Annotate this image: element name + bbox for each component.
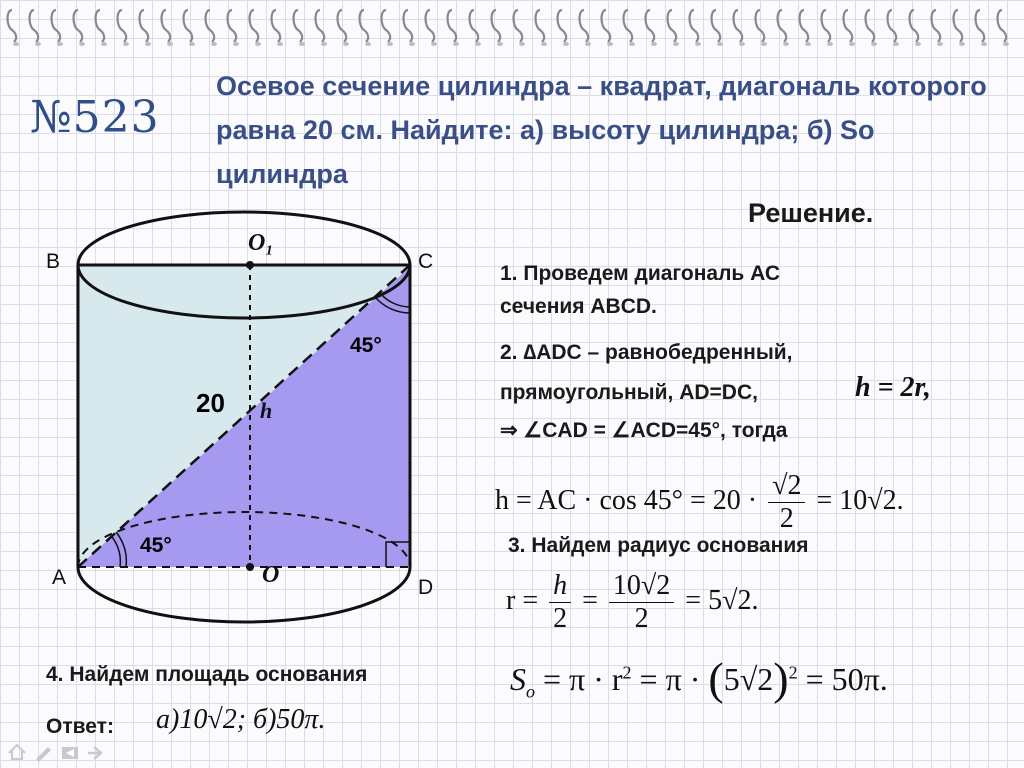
ring-hole [783, 42, 789, 46]
spiral-ring [404, 10, 413, 42]
ring-hole [123, 42, 129, 46]
solution-heading: Решение. [748, 198, 874, 228]
label-o1: O₁ [248, 230, 274, 256]
formula-r-eq: = [582, 584, 598, 616]
spiral-ring [866, 10, 875, 42]
spiral-ring [822, 10, 831, 42]
step-1-line-1: 1. Проведем диагональ АС [500, 262, 780, 285]
problem-number: №523 [30, 92, 160, 143]
ring-hole [915, 42, 921, 46]
ring-hole [695, 42, 701, 46]
formula-r-f2-num: 10√2 [609, 570, 674, 603]
label-b: B [46, 250, 61, 273]
label-c: C [418, 250, 434, 273]
ring-hole [607, 42, 613, 46]
pen-icon[interactable] [36, 747, 51, 762]
formula-r-rhs: = 5√2. [685, 584, 759, 616]
spiral-ring [580, 10, 589, 42]
ring-hole [145, 42, 151, 46]
formula-s-pow: 2 [622, 662, 632, 683]
ring-hole [211, 42, 217, 46]
spiral-ring [756, 10, 765, 42]
ring-hole [827, 42, 833, 46]
formula-r-f2-den: 2 [634, 603, 649, 634]
back-icon[interactable] [62, 747, 78, 759]
spiral-ring [976, 10, 985, 42]
problem-title: Осевое сечение цилиндра – квадрат, диагональ которого равна 20 см. Найдите: а) высоту цилиндра; б) Sо цилиндра [216, 71, 987, 189]
formula-h-den: 2 [779, 503, 794, 534]
ring-hole [475, 42, 481, 46]
ring-hole [35, 42, 41, 46]
spiral-ring [74, 10, 83, 42]
label-o: O [262, 562, 280, 588]
label-angle-bottom: 45° [140, 534, 172, 557]
spiral-ring [602, 10, 611, 42]
spiral-ring [52, 10, 61, 42]
ring-hole [79, 42, 85, 46]
formula-s-body: = π · r [543, 661, 623, 697]
spiral-ring [646, 10, 655, 42]
ring-hole [343, 42, 349, 46]
spiral-ring [316, 10, 325, 42]
answer-label: Ответ: [46, 715, 114, 738]
spiral-ring [998, 10, 1007, 42]
formula-r-lhs: r = [506, 584, 539, 616]
formula-s-sub: o [526, 681, 535, 702]
spiral-ring [140, 10, 149, 42]
ring-hole [563, 42, 569, 46]
spiral-ring [536, 10, 545, 42]
label-h: h [260, 398, 273, 423]
spiral-ring [162, 10, 171, 42]
formula-r-f1-den: 2 [553, 603, 568, 634]
spiral-ring [800, 10, 809, 42]
ring-hole [321, 42, 327, 46]
ring-hole [739, 42, 745, 46]
spiral-ring [734, 10, 743, 42]
answer-value: а)10√2; б)50π. [156, 704, 326, 735]
ring-hole [893, 42, 899, 46]
ring-hole [101, 42, 107, 46]
spiral-ring [228, 10, 237, 42]
label-diagonal: 20 [196, 388, 225, 418]
ring-hole [497, 42, 503, 46]
spiral-ring [492, 10, 501, 42]
formula-h-rhs: = 10√2. [816, 484, 904, 516]
step-1-line-2: сечения ABCD. [500, 295, 657, 318]
spiral-binding [0, 0, 1024, 52]
spiral-ring [910, 10, 919, 42]
step-4: 4. Найдем площадь основания [46, 663, 368, 686]
step-2-line-2: прямоугольный, AD=DC, [500, 381, 758, 404]
ring-hole [849, 42, 855, 46]
step-2-h: h = 2r, [855, 372, 931, 403]
spiral-ring [382, 10, 391, 42]
spiral-ring [514, 10, 523, 42]
formula-r-f1-num: h [549, 570, 571, 603]
label-a: A [52, 566, 67, 589]
spiral-ring [250, 10, 259, 42]
spiral-ring [272, 10, 281, 42]
spiral-ring [888, 10, 897, 42]
ring-hole [585, 42, 591, 46]
formula-h-num: √2 [768, 470, 805, 503]
spiral-ring [668, 10, 677, 42]
spiral-ring [448, 10, 457, 42]
spiral-ring [558, 10, 567, 42]
ring-hole [387, 42, 393, 46]
formula-s-paren: 5√2 [723, 661, 774, 697]
spiral-ring [690, 10, 699, 42]
formula-s-pow2: 2 [788, 662, 798, 683]
spiral-ring [954, 10, 963, 42]
ring-hole [13, 42, 19, 46]
spiral-ring [8, 10, 17, 42]
spiral-ring [712, 10, 721, 42]
ring-hole [57, 42, 63, 46]
spiral-ring [624, 10, 633, 42]
ring-hole [629, 42, 635, 46]
spiral-ring [206, 10, 215, 42]
ring-hole [453, 42, 459, 46]
ring-hole [299, 42, 305, 46]
ring-hole [959, 42, 965, 46]
step-2-line-1: 2. ∆ADC – равнобедренный, [500, 341, 793, 364]
spiral-ring [184, 10, 193, 42]
spiral-ring [932, 10, 941, 42]
home-icon[interactable] [9, 745, 25, 759]
ring-hole [761, 42, 767, 46]
ring-hole [673, 42, 679, 46]
formula-s-rhs: = 50π. [805, 661, 888, 697]
ring-hole [167, 42, 173, 46]
bottom-base-front [78, 567, 410, 622]
step-3: 3. Найдем радиус основания [508, 534, 809, 557]
spiral-ring [426, 10, 435, 42]
formula-r [506, 570, 758, 635]
ring-hole [871, 42, 877, 46]
label-angle-top: 45° [350, 334, 382, 357]
formula-s-symbol: S [510, 661, 526, 697]
spiral-ring [844, 10, 853, 42]
ring-hole [233, 42, 239, 46]
ring-hole [651, 42, 657, 46]
spiral-ring [118, 10, 127, 42]
ring-hole [717, 42, 723, 46]
ring-hole [519, 42, 525, 46]
ring-hole [937, 42, 943, 46]
ring-hole [805, 42, 811, 46]
slide-nav [6, 741, 116, 763]
formula-s-body2: = π · [639, 661, 701, 697]
ring-hole [255, 42, 261, 46]
ring-hole [409, 42, 415, 46]
ring-hole [365, 42, 371, 46]
ring-hole [189, 42, 195, 46]
ring-hole [981, 42, 987, 46]
formula-h [495, 470, 904, 535]
ring-hole [541, 42, 547, 46]
spiral-ring [360, 10, 369, 42]
label-d: D [418, 576, 434, 599]
ring-hole [431, 42, 437, 46]
ring-hole [1003, 42, 1009, 46]
formula-h-lhs: h = AC · cos 45° = 20 · [495, 484, 758, 516]
spiral-ring [294, 10, 303, 42]
ring-hole [277, 42, 283, 46]
spiral-ring [470, 10, 479, 42]
forward-icon[interactable] [88, 747, 101, 759]
spiral-ring [338, 10, 347, 42]
spiral-ring [96, 10, 105, 42]
formula-s: $S_o = \pi \cdot r^2 = \pi \cdot (5√2)^2 = 50\pi$. [510, 653, 888, 704]
spiral-ring [778, 10, 787, 42]
step-2-line-3: ⇒ ∠CAD = ∠ACD=45°, тогда [500, 419, 788, 442]
spiral-ring [30, 10, 39, 42]
